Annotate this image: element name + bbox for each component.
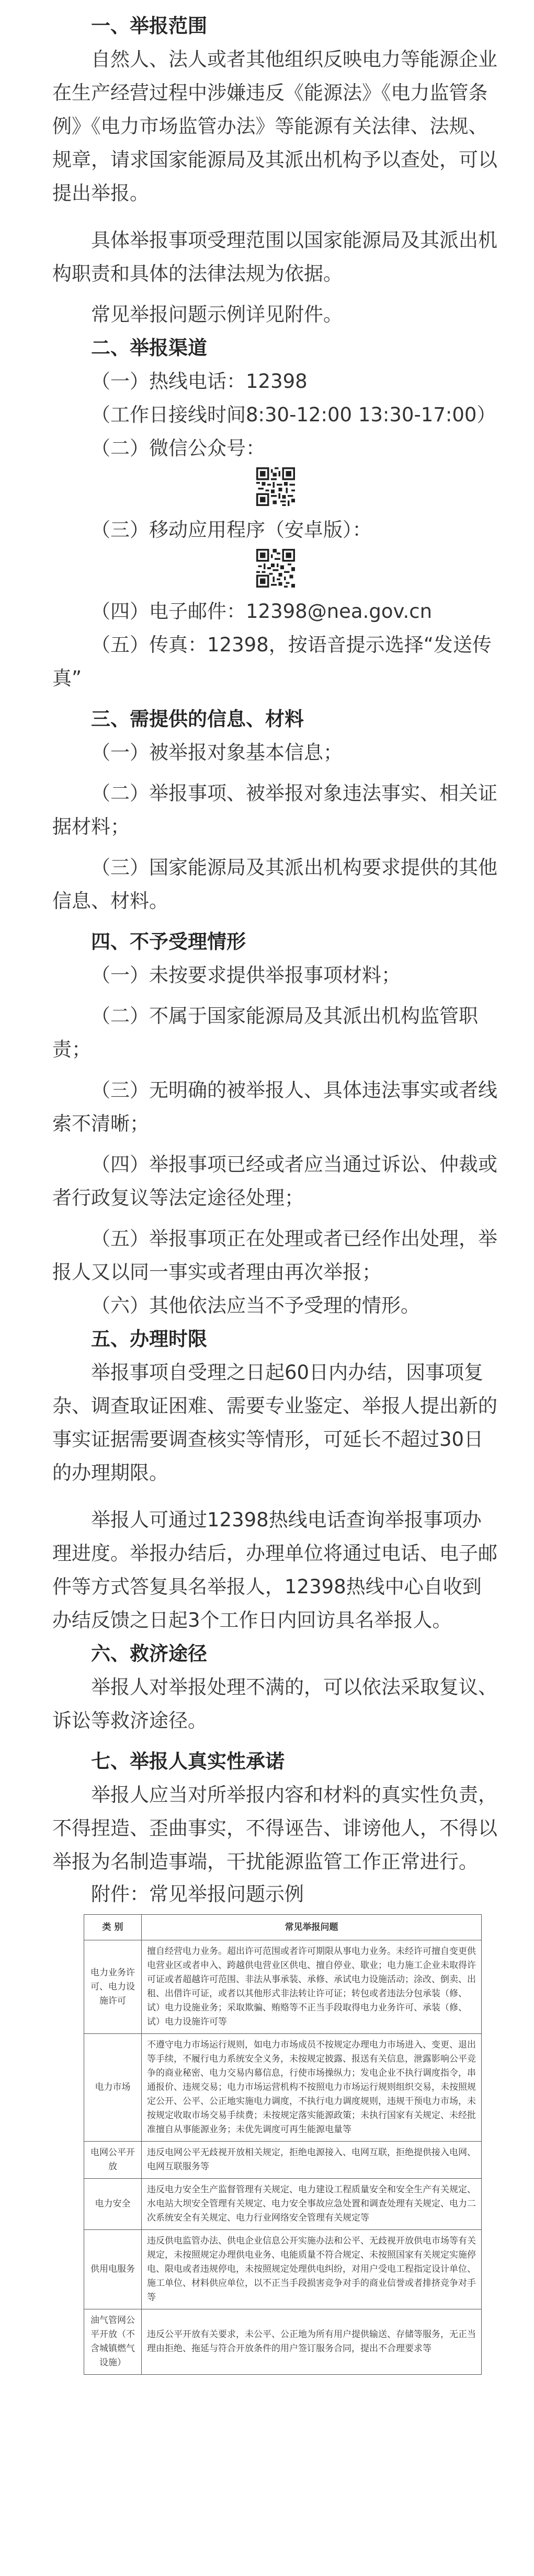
scope-paragraph-3: 常见举报问题示例详见附件。 xyxy=(91,303,343,326)
commitment-paragraph: 举报人应当对所举报内容和材料的真实性负责，不得捏造、歪曲事实，不得诬告、诽谤他人，不得以举报为名制造事端，干扰能源监管工作正常进行。 xyxy=(52,1784,497,1873)
table-header-issues: 常见举报问题 xyxy=(142,1915,482,1940)
table-header-row xyxy=(84,1915,482,1940)
wechat-qr-code-icon[interactable] xyxy=(256,467,295,506)
section-heading-rejection: 四、不予受理情形 xyxy=(91,930,246,953)
table-cell-desc: 擅自经营电力业务。超出许可范围或者许可期限从事电力业务。未经许可擅自变更供电营业区或者申入、跨越供电营业区供电、擅自停业、歇业；电力施工企业未取得许可证或者超越许可范围、非法从事承装、承修、承试电力设施活动；涂改、倒卖、出租、出借许可证，或者以其他形式非法转让许可证；转包或者违法分包承装（修、试）电力设施业务；采取欺骗、贿赂等不正当手段取得电力业务许可、承装（修、试）电力设施许可等 xyxy=(142,1940,482,2034)
section-heading-timeframe: 五、办理时限 xyxy=(91,1328,207,1350)
table-cell-desc: 违反公平开放有关要求，未公平、公正地为所有用户提供输送、存储等服务，无正当理由拒绝、拖延与符合开放条件的用户签订服务合同，提出不合理要求等 xyxy=(142,2309,482,2375)
timeframe-paragraph-1: 举报事项自受理之日起60日内办结，因事项复杂、调查取证困难、需要专业鉴定、举报人提出新的事实证据需要调查核实等情形，可延长不超过30日的办理期限。 xyxy=(52,1361,497,1484)
table-row xyxy=(84,2034,482,2142)
app-qr-row xyxy=(52,547,498,595)
email-text: （四）电子邮件：12398@nea.gov.cn xyxy=(91,600,433,623)
table-row xyxy=(84,2142,482,2179)
section-heading-channels: 二、举报渠道 xyxy=(91,337,207,359)
hotline-hours-text: （工作日接线时间8:30-12:00 13:30-17:00） xyxy=(91,404,496,426)
table-header-category: 类 别 xyxy=(84,1915,142,1940)
table-cell-category: 电力安全 xyxy=(84,2179,142,2230)
table-cell-category: 电力业务许可、电力设施许可 xyxy=(84,1940,142,2034)
section-heading-commitment: 七、举报人真实性承诺 xyxy=(91,1750,285,1773)
timeframe-paragraph-2: 举报人可通过12398热线电话查询举报事项办理进度。举报办结后，办理单位将通过电话、电子邮件等方式答复具名举报人，12398热线中心自收到办结反馈之日起3个工作日内回访具名举报人。 xyxy=(52,1509,497,1631)
table-cell-category: 电网公平开放 xyxy=(84,2142,142,2179)
annex-title: 附件：常见举报问题示例 xyxy=(91,1883,304,1905)
rejection-item: （二）不属于国家能源局及其派出机构监管职责； xyxy=(52,1005,478,1061)
scope-paragraph-1: 自然人、法人或者其他组织反映电力等能源企业在生产经营过程中涉嫌违反《能源法》《电力监管条例》《电力市场监管办法》等能源有关法律、法规、规章，请求国家能源局及其派出机构予以查处，可以提出举报。 xyxy=(52,48,497,204)
fax-text: （五）传真：12398，按语音提示选择“发送传真” xyxy=(52,634,492,689)
table-row xyxy=(84,2230,482,2309)
app-label: （三）移动应用程序（安卓版）： xyxy=(91,519,372,541)
section-heading-scope: 一、举报范围 xyxy=(91,15,207,37)
table-cell-desc: 违反电网公平无歧视开放相关规定，拒绝电源接入、电网互联，拒绝提供接入电网、电网互联服务等 xyxy=(142,2142,482,2179)
rejection-item: （一）未按要求提供举报事项材料； xyxy=(91,964,401,986)
table-cell-desc: 违反电力安全生产监督管理有关规定、电力建设工程质量安全和安全生产有关规定、水电站大坝安全管理有关规定、电力安全事故应急处置和调查处理有关规定、电力二次系统安全有关规定、电力行业网络安全管理有关规定等 xyxy=(142,2179,482,2230)
rejection-item: （六）其他依法应当不予受理的情形。 xyxy=(91,1294,420,1317)
table-row xyxy=(84,1940,482,2034)
table-cell-desc: 违反供电监管办法、供电企业信息公开实施办法和公平、无歧视开放供电市场等有关规定，未按照规定办理供电业务、电能质量不符合规定、未按照国家有关规定实施停电、限电或者违规停电，未按照规定处理供电纠纷，对用户受电工程指定设计单位、施工单位、材料供应单位，以不正当手段损害竞争对手的商业信誉或者排挤竞争对手等 xyxy=(142,2230,482,2309)
materials-item: （一）被举报对象基本信息； xyxy=(91,741,343,764)
rejection-item: （五）举报事项正在处理或者已经作出处理，举报人又以同一事实或者理由再次举报； xyxy=(52,1227,497,1283)
rejection-item: （三）无明确的被举报人、具体违法事实或者线索不清晰； xyxy=(52,1079,497,1135)
scope-paragraph-2: 具体举报事项受理范围以国家能源局及其派出机构职责和具体的法律法规为依据。 xyxy=(52,229,497,285)
remedy-paragraph: 举报人对举报处理不满的，可以依法采取复议、诉讼等救济途径。 xyxy=(52,1676,497,1732)
table-row xyxy=(84,2179,482,2230)
materials-item: （三）国家能源局及其派出机构要求提供的其他信息、材料。 xyxy=(52,856,497,912)
table-cell-category: 供用电服务 xyxy=(84,2230,142,2309)
wechat-qr-row xyxy=(52,465,498,513)
rejection-item: （四）举报事项已经或者应当通过诉讼、仲裁或者行政复议等法定途径处理； xyxy=(52,1153,497,1209)
table-cell-category: 油气管网公平开放（不含城镇燃气设施） xyxy=(84,2309,142,2375)
annex-table xyxy=(84,1914,482,2375)
section-heading-materials: 三、需提供的信息、材料 xyxy=(91,708,304,730)
app-qr-code-icon[interactable] xyxy=(256,549,295,588)
hotline-text: （一）热线电话：12398 xyxy=(91,370,308,393)
materials-item: （二）举报事项、被举报对象违法事实、相关证据材料； xyxy=(52,782,497,838)
table-cell-category: 电力市场 xyxy=(84,2034,142,2142)
table-row xyxy=(84,2309,482,2375)
wechat-label: （二）微信公众号： xyxy=(91,437,265,459)
table-cell-desc: 不遵守电力市场运行规则，如电力市场成员不按规定办理电力市场进入、变更、退出等手续，不履行电力系统安全义务，未按规定披露、报送有关信息，泄露影响公平竞争的商业秘密、电力交易内幕信息，行使市场操纵力；发电企业不执行调度指令，串通报价、违规交易；电力市场运营机构不按照电力市场运行规则组织交易，未按照规定公开、公平、公正地实施电力调度，不执行电力调度规则，违规干预电力市场，未按规定收取市场交易手续费；未按规定落实能源政策；未执行国家有关规定、未经批准擅自从事能源业务；未优先调度可再生能源电量等 xyxy=(142,2034,482,2142)
section-heading-remedy: 六、救济途径 xyxy=(91,1642,207,1665)
